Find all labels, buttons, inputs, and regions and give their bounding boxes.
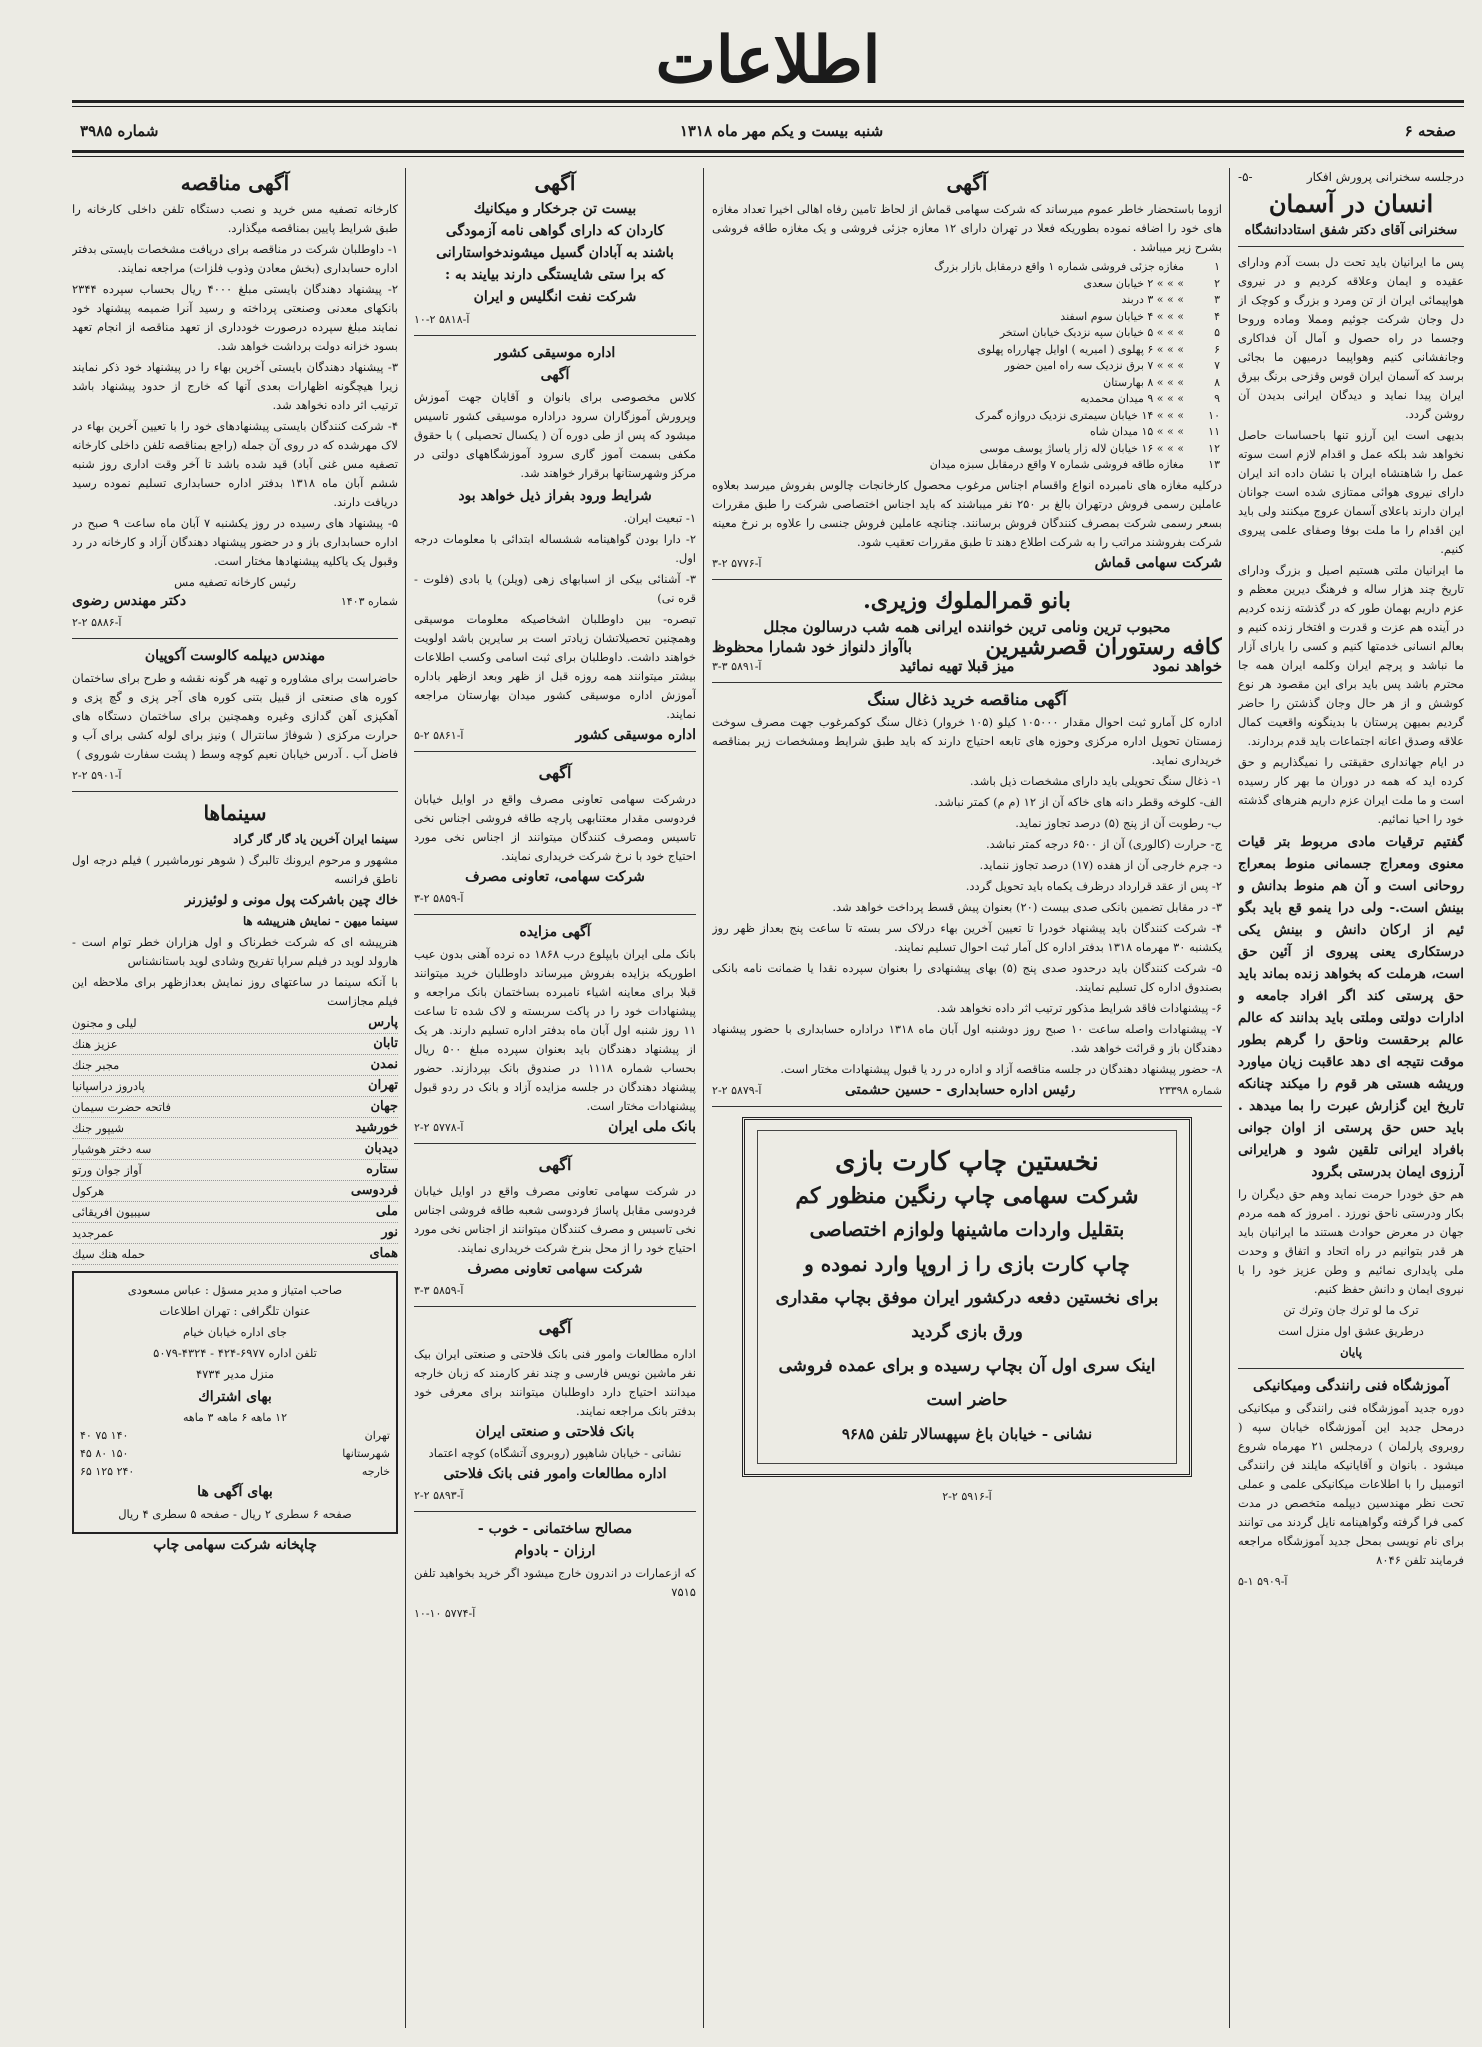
coal-condition: ج- حرارت (کالوری) آن از ۶۵۰۰ درجه کمتر نباشد.	[985, 836, 1222, 851]
shop-number: ۱	[1214, 260, 1220, 273]
engineer-ad-body: حاضراست برای مشاوره و تهیه هر گونه نقشه و طرح برای ساختمان کوره های صنعتی از قبیل بتنی کوره های آجر پزی و گچ پزی و آهکپزی آهن گدازی وغیره وهمچنین برای ساختمان دستگاه های حرارت مرکزی ( شوفاژ سانترال ) ونیز برای لوله کشی برای آب و فاضل آب . آدرس خیابان نعیم کوچه وسط ( پشت سفارت شوروی )	[72, 671, 398, 761]
tender-conditions	[72, 240, 398, 571]
coal-condition: ۳- در مقابل تضمین بانکی صدی بیست (۲۰) بعنوان پیش قسط پرداخت خواهد شد.	[832, 899, 1222, 914]
shop-location: » » » ۶ پهلوی ( امیریه ) اوایل چهارراه پهلوی	[977, 342, 1184, 356]
bank-ad-address: نشانی - خیابان شاهپور (روبروی آتشگاه) کوچه اعتماد	[428, 1446, 682, 1460]
shop-row	[712, 391, 1222, 408]
school-ad-body: دوره جدید آموزشگاه فنی رانندگی و میکانیکی درمحل جدید این آموزشگاه خیابان سپه ( روبروی پارلمان ) درمجلس ۲۱ مهرماه شروع میشود . بانوان و آقایانیکه مایلند فن رانندگی اتومبیل را با اطلاعات میکانیکی علمی و عملی تحت نظر مهندسین دیپلمه متخصص در مدت کمی فرا گرفته وگواهینامه نایل گردند می توانند برای نام نویسی بمحل جدید آموزشگاه مراجعه فرمایند تلفن ۸۰۴۶	[1238, 1401, 1464, 1567]
ad-reference: آ-۵۷۷۶ ۲-۳	[712, 556, 762, 570]
shop-number: ۱۳	[1208, 458, 1220, 471]
ad-reference: آ-۵۹۱۶ ۲-۲	[942, 1489, 992, 1503]
cinema-listing	[72, 1034, 398, 1055]
cinema-listing	[72, 1097, 398, 1118]
subscription-prices: ۲۴۰ ۱۲۵ ۶۵	[80, 1465, 135, 1478]
coal-ad-body: اداره کل آمارو ثبت احوال مقدار ۱۰۵۰۰۰ کیلو (۱۰۵ خروار) ذغال سنگ کوکمرغوب جهت مصرف سوخت زمستان تحویل اداره مرکزی وحوزه های تابعه احتیاج دارند که باید طبق شرایط ومشخصات زیر بمناقصه خریداری نماید.	[712, 714, 1222, 767]
restaurant-line: خواهد نمود	[1152, 656, 1222, 675]
cards-ad-title: نخستین چاپ کارت بازی	[835, 1146, 1099, 1177]
fabric-ad-body: در شرکت سهامی تعاونی مصرف واقع در اوایل خیابان فردوسی مقابل پاساژ فردوسی شعبه طاقه فروشی اجناس نخی تاسیس و مصرف کنندگان میتوانند از اجناس نخی مورد احتیاج خود را از محل بنرخ شرکت خریداری نمایند.	[414, 1184, 696, 1255]
ad-reference: آ-۵۹۰۹ ۱-۵	[1238, 1575, 1288, 1588]
restaurant-line: میز قبلا تهیه نمائید	[899, 656, 1015, 675]
divider	[712, 579, 1222, 580]
shops-ad-title: آگهی	[946, 171, 988, 195]
ad-reference: آ-۵۸۶۱ ۲-۵	[414, 729, 464, 742]
imprint-line: تلفن اداره ۶۹۷۷-۴۲۴ - ۴۳۲۴-۵۰۷۹	[153, 1346, 317, 1360]
article-paragraph: در ایام جهانداری حقیقتی را نمیگذاریم و حق کرده اید که همه در دوران ما بهر کار رسیده است و ما ملت ایران عزم داریم هنرهای گذشته خود را احیا نمائیم.	[1238, 755, 1464, 826]
issue-number: شماره ۳۹۸۵	[80, 122, 159, 140]
dateline-rule-thin	[72, 156, 1464, 157]
subscription-header: ۱۲ ماهه ۶ ماهه ۳ ماهه	[183, 1411, 287, 1424]
dateline	[72, 118, 1464, 144]
tender-ad-sign: دکتر مهندس رضوی	[72, 593, 187, 609]
oil-ad-line: کاردان که دارای گواهی نامه آزمودگی	[445, 223, 665, 239]
music-condition: ۳- آشنائی بیکی از اسبابهای زهی (ویلن) یا بادی (فلوت - قره نی)	[414, 572, 696, 605]
cards-ad-line: بتقلیل واردات ماشینها ولوازم اختصاصی	[809, 1218, 1125, 1241]
fabric-ad-sign: شرکت سهامی، تعاونی مصرف	[465, 869, 645, 885]
fabric-ad-sign: شرکت سهامی تعاونی مصرف	[467, 1261, 643, 1277]
music-condition: ۱- تبعیت ایران.	[623, 511, 696, 525]
shop-row	[712, 358, 1222, 375]
article-paragraph: پس ما ایرانیان باید تحت دل بست آدم ودارای عقیده و ایمان وعلاقه کردیم و در نیروی هواپیمائی ایران از تن ومرد و بزرگ و کوچک از دل وجان شرکت جوئیم ومملا وماده وروحا وجسما در راه حصول و آمال آن فداکاری وجانفشانی کنیم وهواپیما درمیهن ما بجائی برسد که آسمان ایران قوس وقزحی برنگ بیرق ایران پیدا نماید و دیدگان ایرانی بدیدن آن روشن گردد.	[1238, 255, 1464, 421]
cinema-name: خورشید	[355, 1120, 398, 1135]
auction-ad-sign: بانک ملی ایران	[608, 1119, 696, 1135]
shop-location: » » » ۵ خیابان سپه نزدیک خیابان استخر	[999, 326, 1184, 339]
masthead-rule	[72, 100, 1464, 103]
printer-name: چاپخانه شرکت سهامی چاپ	[153, 1537, 317, 1553]
article-paragraph: ما ایرانیان ملتی هستیم اصیل و بزرگ ودارای تاریخ چند هزار ساله و فرهنگ دیرین معظم و عزم داریم بهمان طور که در گذشته زنده کردیم در آینده هم عزت و قدرت و افتخار زنده کنیم و بعالم انسانی خدمتها کنیم و کسی را یارای آزار ما نباشد و پرچم ایران وکلمه ایران همه جا محترم باشد پس باید برای این مقصود هر نوع کوشش و از هر حال وجان گذشتن را حاضر گردیم بمیهن پرستان با بدینگونه واقعیت کمال علاقه وصدق اعانه اجتماعات باید قدم بردارند.	[1238, 563, 1464, 748]
subscription-prices: ۱۵۰ ۸۰ ۴۵	[80, 1447, 129, 1460]
divider	[72, 638, 398, 639]
playing-cards-ad	[742, 1117, 1192, 1477]
imprint-line: صاحب امتیاز و مدیر مسؤل : عباس مسعودی	[127, 1283, 343, 1297]
subscription-region: خارجه	[361, 1465, 390, 1478]
kicker-text: درجلسه سخنرانی پرورش افکار	[1306, 170, 1464, 184]
ad-reference: آ-۵۸۵۹ ۳-۳	[414, 1284, 464, 1297]
coal-condition: د- جرم خارجی آن از هفده (۱۷) درصد تجاوز ننماید.	[979, 857, 1222, 872]
subscription-table	[80, 1427, 390, 1481]
shop-number: ۶	[1214, 342, 1220, 356]
subscription-row	[80, 1427, 390, 1445]
shop-location: » » » ۱۵ میدان شاه	[1090, 425, 1184, 438]
tender-ad-title: آگهی مناقصه	[180, 171, 290, 195]
shop-location: » » » ۱۴ خیابان سیمتری نزدیک دروازه گمرک	[975, 408, 1184, 422]
cards-ad-address: نشانی - خیابان باغ سپهسالار تلفن ۹۶۸۵	[841, 1424, 1093, 1443]
music-ad-subtitle: آگهی	[540, 367, 570, 383]
divider	[712, 682, 1222, 683]
shop-row	[712, 441, 1222, 458]
coal-conditions	[712, 772, 1222, 1079]
cinema-name: فردوسی	[350, 1183, 398, 1198]
music-ad-title: اداره موسیقی کشور	[494, 345, 616, 361]
cinema-line: هنرپیشه ای که شرکت خطرناک و اول هزاران خطر توام است - هارولد لوید در فیلم سراپا تفریح وشادی لوید باستانشناس	[72, 935, 398, 968]
shop-row	[712, 457, 1222, 474]
issue-date: شنبه بیست و یکم مهر ماه ۱۳۱۸	[679, 122, 884, 140]
shop-row	[712, 325, 1222, 342]
ad-rates: صفحه ۶ سطری ۲ ریال - صفحه ۵ سطری ۴ ریال	[118, 1507, 352, 1521]
newspaper-page	[72, 18, 1464, 2028]
column-rule	[703, 168, 704, 2028]
film-title: فاتحه حضرت سیمان	[72, 1100, 172, 1114]
article-title: انسان در آسمان	[1268, 189, 1434, 218]
cinema-name: پارس	[368, 1015, 398, 1030]
article-bold-paragraph: گفتیم ترقیات مادی مربوط بتر قیات معنوی ومعراج جسمانی منوط بمعراج روحانی است و آن هم منوط بدانش و بینش است.- ولی درا ینمو قع باید بگو ئیم از ارکان دانش و بینش یکی درستکاری یعنی پیروی از آئین حق است، هرملت که بخواهد زنده بماند باید حق پرستی کند اگر افراد جامعه و ادارات دولتی وملتی باید بدانند که عالم عالم برحقست وناحق را گرهم بطور موقت نتیجه ای دهد عاقبت زیان میاورد وریشه هستی هر قوم را میکند چنانکه تاریخ این گزارش عبرت را بما میدهد . باید حس حق پرستی از اوان جوانی بافراد ایرانی تلقین شود و هرایرانی آرزوی ایمان بدرستی بگرود	[1238, 834, 1464, 1180]
shop-row	[712, 309, 1222, 326]
shops-ad-body: درکلیه مغازه های نامبرده انواع واقسام اجناس مرغوب محصول کارخانجات چالوس بفروش میرسد بعلاوه عاملین رسمی فروش درتهران بالغ بر ۲۵۰ نفر میباشند که باید اجناس اختصاصی شرکت را طبق مقررات بسعر رسمی شرکت بمصرف کنندگان فروش برسانند. چنانچه عاملین فروش جنسی را علاوه بر نرخ معینه شرکت بفروشند مراتب را به شرکت اطلاع دهند تا طبق مقررات تعقیب شود.	[712, 477, 1222, 549]
ads-column	[414, 168, 696, 2028]
tender-ad-intro: کارخانه تصفیه مس خرید و نصب دستگاه تلفن داخلی کارخانه را طبق شرایط پایین بمناقصه میگذارد.	[72, 202, 398, 235]
oil-ad-title: آگهی	[534, 171, 576, 195]
middle-wide-column	[712, 168, 1222, 2028]
shop-number: ۱۲	[1208, 441, 1220, 455]
divider	[414, 1511, 696, 1512]
shop-number: ۱۰	[1208, 408, 1220, 422]
shop-number: ۵	[1214, 326, 1220, 339]
imprint-box	[72, 1271, 398, 1534]
film-title: مجبر جنك	[72, 1058, 120, 1072]
column-rule	[405, 168, 406, 2028]
ad-reference: آ-۵۹۰۱ ۲-۲	[72, 769, 122, 782]
shop-row	[712, 375, 1222, 392]
tender-ad-sign-title: رئیس کارخانه تصفیه مس	[174, 575, 296, 589]
shop-number: ۱۱	[1208, 425, 1220, 438]
imprint-line: منزل مدیر ۴۷۳۴	[195, 1367, 275, 1381]
coal-ad-title: آگهی مناقصه خرید ذغال سنگ	[867, 689, 1067, 709]
shop-location: مغازه جزئی فروشی شماره ۱ واقع درمقابل بازار بزرگ	[934, 260, 1184, 273]
shop-location: » » » ۸ بهارستان	[1103, 375, 1184, 389]
singer-name: بانو قمرالملوك وزیری.	[863, 587, 1071, 614]
film-title: عمرجدید	[72, 1226, 115, 1240]
cinema-line: خاك چین باشرکت پول مونی و لوئیزرنر	[185, 893, 398, 908]
restaurant-ad	[712, 586, 1222, 676]
shop-row	[712, 292, 1222, 309]
materials-ad-title: مصالح ساختمانی - خوب -	[477, 1521, 633, 1537]
shop-number: ۳	[1214, 293, 1220, 306]
cinema-name: ستاره	[366, 1162, 398, 1177]
cinema-listing	[72, 1076, 398, 1097]
film-title: پادروز دراسپانیا	[72, 1079, 145, 1093]
engineer-ad-title: مهندس دیپلمه کالوست آکوپیان	[144, 648, 326, 664]
page-number: صفحه ۶	[1404, 122, 1456, 140]
cinema-listing	[72, 1118, 398, 1139]
cinema-line: با آنکه سینما در ساعتهای روز نمایش بعدازظهر برای ملاحظه این فیلم مجازاست	[72, 975, 398, 1008]
bank-ad-body: اداره مطالعات وامور فنی بانک فلاحتی و صنعتی ایران بیک نفر ماشین نویس فارسی و چند نفر کارمند که زبان خارجه میدانند احتیاج دارد داوطلبان میتوانند برای معرفی خود بدفتر بانک مراجعه نمایند.	[414, 1347, 696, 1418]
subscription-row	[80, 1445, 390, 1463]
film-title: آواز جوان ورتو	[72, 1163, 142, 1177]
cinema-listing	[72, 1181, 398, 1202]
cinema-line: سینما میهن - نمایش هنرپیشه ها	[243, 914, 398, 928]
article-column	[1238, 168, 1464, 2028]
subscription-region: تهران	[364, 1429, 390, 1442]
ad-number: شماره ۱۴۰۳	[340, 595, 398, 608]
article-end: پایان	[1340, 1345, 1362, 1359]
column-rule	[1229, 168, 1230, 2028]
cinema-listing	[72, 1244, 398, 1265]
coal-ad-sign: رئیس اداره حسابداری - حسین حشمتی	[845, 1081, 1076, 1098]
masthead	[72, 18, 1464, 104]
divider	[414, 335, 696, 336]
ad-reference: آ-۵۷۷۸ ۲-۲	[414, 1121, 464, 1134]
tender-condition: ۵- پیشنهاد های رسیده در روز یکشنبه ۷ آبان ماه ساعت ۹ صبح در اداره حسابداری باز و در حضور پیشنهاد دهندگان آزاد و کارخانه در رد وقبول یک یاکلیه پیشنهادها مختار است.	[72, 516, 398, 568]
ad-reference: آ-۵۸۹۱ ۳-۳	[712, 659, 762, 673]
imprint-line: عنوان تلگرافی : تهران اطلاعات	[159, 1304, 311, 1318]
cinema-listing	[72, 1013, 398, 1034]
poem-line: درطریق عشق اول منزل است	[1278, 1324, 1424, 1338]
ad-reference: آ-۵۷۷۴ ۱۰-۱۰	[414, 1607, 476, 1620]
materials-ad-line: ارزان - بادوام	[514, 1543, 596, 1559]
oil-ad-line: باشند به آبادان گسیل میشوندخواستارانی	[436, 245, 674, 261]
cinema-listing	[72, 1055, 398, 1076]
fabric-ad-body: درشرکت سهامی تعاونی مصرف واقع در اوایل خیابان فردوسی مقدار معتنابهی پارچه طاقه فروشی اجناس نخی تاسیس ومصرف کنندگان میتوانند از اجناس نخی مورد احتیاج خود با نرخ شرکت خریداری نمایند.	[414, 792, 696, 863]
coal-condition: ۵- شرکت کنندگان باید درحدود صدی پنج (۵) بهای پیشنهادی را بعنوان سپرده نقدا یا ضمانت نامه بانکی بصندوق اداره کل تسلیم نمایند.	[712, 960, 1222, 994]
divider	[72, 791, 398, 792]
shop-location: » » » ۳ دربند	[1121, 293, 1184, 306]
left-column	[72, 168, 398, 2028]
divider	[414, 914, 696, 915]
ad-reference: آ-۵۸۷۹ ۲-۲	[712, 1083, 762, 1097]
cinema-title: سینماها	[203, 801, 267, 825]
divider	[712, 1106, 1222, 1107]
poem-line: ترک ما لو ترك جان وترك تن	[1283, 1303, 1419, 1317]
masthead-title: اطلاعات	[655, 23, 881, 98]
film-title: حمله هنك سیك	[72, 1247, 146, 1261]
ad-reference: آ-۵۸۵۹ ۲-۳	[414, 892, 464, 905]
restaurant-line: باآواز دلنواز خود شمارا محظوظ	[712, 637, 912, 656]
shop-location: » » » ۴ خیابان سوم اسفند	[1060, 309, 1184, 323]
coal-condition: ۲- پس از عقد قرارداد درظرف یکماه باید تحویل گردد.	[965, 878, 1222, 893]
cinema-name: تابان	[373, 1036, 398, 1051]
restaurant-name: کافه رستوران قصرشیرین	[985, 633, 1222, 660]
dateline-rule	[72, 150, 1464, 153]
kicker-number: -۵-	[1238, 170, 1253, 184]
cinema-name: ملی	[375, 1204, 398, 1219]
shops-ad-intro: ازوما باستحضار خاطر عموم میرساند که شرکت سهامی قماش از لحاظ تامین رفاه اهالی اخیرا تعداد مغازه های خود را اضافه نموده بطوریکه فعلا در تهران دارای ۱۲ معازه جزئی فروشی و یک مغازه طاقه فروشی بشرح زیر میباشد .	[712, 202, 1222, 254]
shop-row	[712, 342, 1222, 359]
tender-condition: ۲- پیشنهاد دهندگان بایستی مبلغ ۴۰۰۰ ریال بحساب سپرده ۲۳۴۴ بانکهای معدنی وصنعتی پرداخته و رسید آنرا ضمیمه پیشنهاد خود نمایند مبلغ سپرده درصورت خودداری از تعهد مناقصه از انجام تعهد بسود خزانه دولت برداشت خواهد شد.	[72, 282, 398, 353]
ad-reference: آ-۵۸۹۳ ۲-۲	[414, 1489, 464, 1502]
subscription-title: بهای اشتراك	[198, 1389, 272, 1405]
cinema-listing	[72, 1139, 398, 1160]
oil-ad-line: بیست تن جرخکار و میکانیك	[473, 201, 637, 217]
oil-ad-sign: شرکت نفت انگلیس و ایران	[473, 289, 637, 305]
subscription-row	[80, 1463, 390, 1481]
shops-table	[712, 259, 1222, 474]
article-paragraph: هم حق خودرا حرمت نماید وهم حق دیگران را بکار ودرستی ناحق نورزد . امروز که همه مردم جهان در معرض حوادث هستند ما ایرانیان باید هر قدر بتوانیم در راه اتحاد و اتفاق و وحدت ملی پایداری نمائیم و وطن عزیز خود را با نیروی ایمان و دانش حفظ کنیم.	[1238, 1187, 1464, 1296]
fabric-ad-title: آگهی	[538, 763, 572, 782]
tender-condition: ۳- پیشنهاد دهندگان بایستی آخرین بهاء را در پیشنهاد خود ذکر نمایند زیرا هیچگونه اظهارات بعدی آنها که خارج از حدود پیشنهاد باشد ترتیب اثر داده نخواهد شد.	[72, 360, 398, 412]
cinema-name: جهان	[370, 1099, 398, 1114]
article-subtitle: سخنرانی آقای دکتر شفق استاددانشگاه	[1244, 223, 1458, 238]
cards-ad-line: چاپ کارت بازی را ز اروپا وارد نموده و	[804, 1251, 1130, 1276]
coal-condition: ۱- ذغال سنگ تحویلی باید دارای مشخصات ذیل باشد.	[969, 773, 1222, 788]
coal-condition: ۸- حضور پیشنهاد دهندگان در جلسه مناقصه آزاد و اداره در رد یا قبول پیشنهادات مختار است.	[780, 1061, 1222, 1076]
shop-number: ۸	[1214, 375, 1220, 389]
article-kicker	[1238, 168, 1464, 187]
cinema-name: نمدن	[370, 1057, 398, 1072]
shop-number: ۹	[1214, 392, 1220, 405]
music-ad-body: تبصره- بین داوطلبان اشخاصیکه معلومات موسیقی وهمچنین تحصیلاتشان زیادتر است بر سایرین باشد اولویت خواهند داشت. داوطلبان برای ثبت اسامی وکسب اطلاعات بیشتر میتوانند همه روزه قبل از ظهر وبعد ازظهر باداره آموزش اداره موسیقی کشور میدان بهارستان مراجعه نمایند.	[414, 612, 696, 721]
cinema-name: تهران	[368, 1078, 398, 1093]
cinema-line: مشهور و مرحوم ایرونك تالبرگ ( شوهر نورماشیرر ) فیلم درجه اول ناطق فرانسه	[72, 853, 398, 886]
cinema-listing	[72, 1223, 398, 1244]
shop-location: مغازه طاقه فروشی شماره ۷ واقع درمقابل سبزه میدان	[929, 458, 1184, 471]
shop-row	[712, 408, 1222, 425]
music-ad-conditions-title: شرایط ورود بفراز ذیل خواهد بود	[458, 488, 652, 504]
divider	[1238, 1368, 1464, 1369]
music-condition: ۲- دارا بودن گواهینامه ششساله ابتدائی با معلومات درجه اول.	[414, 532, 696, 565]
subscription-prices: ۱۴۰ ۷۵ ۴۰	[80, 1429, 129, 1442]
shop-location: » » » ۲ خیابان سعدی	[1083, 276, 1184, 290]
coal-condition: ب- رطوبت آن از پنج (۵) درصد تجاوز نماید.	[1015, 815, 1222, 830]
ad-number: شماره ۲۳۳۹۸	[1158, 1083, 1222, 1097]
cinema-listing	[72, 1160, 398, 1181]
bank-ad-sign: بانک فلاحتی و صنعتی ایران	[475, 1424, 635, 1440]
shop-number: ۷	[1214, 359, 1220, 372]
cinema-listing	[72, 1202, 398, 1223]
shops-ad-sign: شرکت سهامی قماش	[1094, 554, 1222, 571]
shop-row	[712, 259, 1222, 276]
fabric-ad-title: آگهی	[538, 1155, 572, 1174]
film-title: لیلی و مجنون	[72, 1016, 137, 1030]
article-paragraph: بدیهی است این آرزو تنها باحساسات حاصل نخواهد شد بلکه عمل و اقدام لازم است سوته عمل را شاهنشاه ایران با نشان داده اند ایران دارای نیروی هوائی ممتازی شده است جوانان ایران دارند باعلای آسمان عروج میکنند ولی باید این اقدام را ما ملت بوفا وصفای علمی پیروی کنیم.	[1238, 428, 1464, 556]
shop-location: » » » ۷ برق نزدیک سه راه امین حضور	[1004, 359, 1184, 372]
ad-reference: آ-۵۸۸۶ ۲-۲	[72, 616, 122, 629]
tender-condition: ۱- داوطلبان شرکت در مناقصه برای دریافت مشخصات بایستی بدفتر اداره حسابداری (بخش معادن وذوب فلزات) مراجعه نمایند.	[72, 242, 398, 275]
cinema-name: همای	[369, 1246, 398, 1261]
shop-location: » » » ۹ میدان محمدیه	[1080, 392, 1184, 405]
coal-condition: ۶- پیشنهادات فاقد شرایط مذکور ترتیب اثر داده نخواهد شد.	[936, 1000, 1222, 1015]
cinema-name: دیدبان	[364, 1141, 398, 1156]
ad-rates-title: بهای آگهی ها	[197, 1484, 273, 1500]
film-title: هرکول	[72, 1184, 105, 1198]
music-conditions	[414, 509, 696, 608]
film-title: شیپور جنك	[72, 1121, 124, 1135]
cards-ad-line: شرکت سهامی چاپ رنگین منظور کم	[795, 1182, 1139, 1209]
cards-ad-line: برای نخستین دفعه درکشور ایران موفق بچاپ مقداری ورق بازی گردید	[775, 1287, 1159, 1342]
shop-row	[712, 424, 1222, 441]
divider	[414, 1143, 696, 1144]
shop-number: ۴	[1214, 309, 1220, 323]
oil-ad-line: که برا ستی شایستگی دارند بیایند به :	[445, 267, 665, 283]
shop-row	[712, 276, 1222, 293]
subscription-region: شهرستانها	[342, 1447, 390, 1460]
cards-ad-line: اینک سری اول آن بچاپ رسیده و برای عمده فروشی حاضر است	[778, 1355, 1156, 1410]
cinema-line: سینما ایران آخرین یاد گار گار گراد	[233, 832, 398, 846]
tender-condition: ۴- شرکت کنندگان بایستی پیشنهادهای خود را با تعیین آخرین بهاء در لاک مهرشده که در روی آن جمله (راجع بمناقصه تلفن داخلی کارخانه تصفیه مس غنی آباد) قید شده باشد تا آخر وقت اداری روز شنبه ششم آبان ماه ۱۳۱۸ بدفتر اداره حسابداری تسلیم نموده رسید دریافت دارند.	[72, 419, 398, 509]
coal-condition: ۴- شرکت کنندگان باید پیشنهاد خودرا تا تعیین آخرین بهاء درلاک سر بسته تا ساعت پنج بعداز ظهر روز یکشنبه ۳۰ مهرماه ۱۳۱۸ بدفتر اداره کل آمار ثبت احوال تسلیم نمایند.	[712, 920, 1222, 954]
school-ad-title: آموزشگاه فنی رانندگی ومیکانیکی	[1252, 1378, 1450, 1394]
cinema-name: نور	[381, 1225, 398, 1240]
film-title: سه دختر هوشیار	[72, 1142, 152, 1156]
shop-number: ۲	[1214, 276, 1220, 290]
auction-ad-title: آگهی مزایده	[519, 924, 591, 940]
divider	[414, 751, 696, 752]
bank-ad-sign: اداره مطالعات وامور فنی بانک فلاحتی	[443, 1466, 667, 1482]
divider	[1238, 246, 1464, 247]
coal-condition: ۷- پیشنهادات واصله ساعت ۱۰ صبح روز دوشنبه اول آبان ماه ۱۳۱۸ دراداره حسابداری با حضور پیشنهاد دهندگان باز و قرائت خواهد شد.	[712, 1021, 1222, 1055]
coal-condition: الف- کلوخه وقطر دانه های خاکه آن از ۱۲ (م م) کمتر نباشد.	[934, 794, 1222, 809]
masthead-rule-thin	[72, 106, 1464, 107]
ad-reference: آ-۵۸۱۸ ۲-۱۰	[414, 313, 470, 326]
materials-ad-body: که ازعمارات در اندرون خارج میشود اگر خرید بخواهید تلفن ۷۵۱۵	[414, 1566, 696, 1599]
divider	[414, 1306, 696, 1307]
film-title: عزیز هنك	[72, 1037, 118, 1051]
bank-ad-title: آگهی	[538, 1318, 572, 1337]
music-ad-body: کلاس مخصوصی برای بانوان و آقایان جهت آموزش وپرورش آموزگاران سرود دراداره موسیقی کشور تاسیس میشود که پس از طی دوره آن ( یکسال تحصیلی ) با حقوق مکفی بسمت آموز گاری سرود آموزشگاههای دولتی در مرکز وشهرستانها برقرار خواهند شد.	[414, 390, 696, 480]
music-ad-sign: اداره موسیقی کشور	[575, 727, 696, 743]
film-title: سیبیون افریقائی	[72, 1205, 151, 1219]
restaurant-line: محبوب ترین ونامی ترین خواننده ایرانی همه شب درسالون مجلل	[763, 617, 1171, 636]
shop-location: » » » ۱۶ خیابان لاله زار یاساژ یوسف موسی	[979, 441, 1184, 455]
auction-ad-body: بانک ملی ایران بایپلوع درب ۱۸۶۸ ده نرده آهنی بدون عیب اطوریکه بزایده بفروش میرساند داوطلبان خرید میتوانند قبلا برای معاینه اشیاء نامبرده بساختمان بانک مراجعه و پیشنهادات خود را در پاکت سربسته و لاک شده تا ساعت ۱۱ روز شنبه اول آبان ماه بدفتر اداره تسلیم دارند. هر یک از پیشنهاد دهندگان باید بعنوان سپرده مبلغ ۵۰۰ ریال بحساب شماره ۱۱۱۸ در صندوق بانک بپردازند. حضور پیشنهاد دهندگان در جلسه مزایده آزاد و بانک در ردو قبول پیشنهادات مختار است.	[414, 947, 696, 1113]
cinema-list	[72, 1013, 398, 1265]
imprint-line: جای اداره خیابان خیام	[182, 1325, 288, 1339]
